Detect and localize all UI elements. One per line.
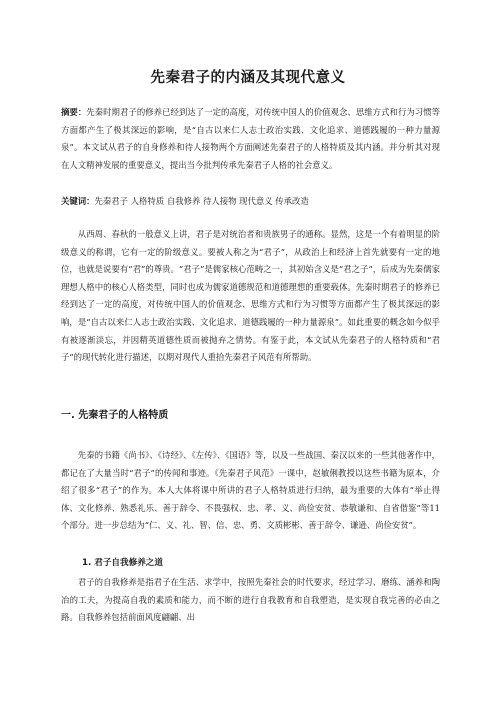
body-paragraph: 先秦的书籍《尚书》、《诗经》、《左传》、《国语》等，以及一些战国、秦汉以来的一些其他著作中，都记在了大量当时“君子”的传闻和事迹。《先秦君子风范》一课中，赵敏俐教授以这些书籍为原本，介绍了很多“君子”的作为。本人大体将课中所讲的君子人格特质进行归纳，最为重要的大体有“举止得体、文化修养、熟悉礼乐、善于辞令、不畏强权、忠、孝、义、尚俭安贫、恭敬谦和、自省借鉴”等11个部分。进一步总结为“仁、义、礼、智、信、忠、勇、文质彬彬、善于辞令、谦逊、尚俭安贫”。 [61, 450, 440, 531]
keywords [61, 193, 440, 211]
document-title: 先秦君子的内涵及其现代意义 [150, 70, 346, 86]
abstract [61, 104, 440, 174]
body-paragraph: 君子的自我修养是指君子在生活、求学中，按照先秦社会的时代要求，经过学习、磨练、涵养和陶冶的工夫，为提高自我的素质和能力，而不断的进行自我教育和自我塑造，是实现自我完善的必由之路。自我修养包括前面风度翩翩、出 [61, 577, 440, 623]
section-heading: 一. 先秦君子的人格特质 [61, 410, 169, 421]
keywords-text: 先秦君子 人格特质 自我修养 待人接物 现代意义 传承改造 [94, 196, 309, 206]
subsection-heading: 1. 君子自我修养之道 [82, 558, 163, 568]
abstract-label: 摘要： [61, 107, 87, 117]
abstract-text: 先秦时期君子的修养已经到达了一定的高度，对传统中国人的价值观念、思维方式和行为习惯等方面都产生了极其深远的影响，是“自古以来仁人志士政治实践、文化追求、道德践履的一种力量源泉”。本文试从君子的自身修养和待人接物两个方面阐述先秦君子的人格特质及其内涵。并分析其对现在人文精神发展的重要意义，提出当今批判传承先秦君子人格的社会意义。 [61, 107, 441, 170]
keywords-label: 关键词： [61, 196, 95, 206]
body-paragraph: 从西周、春秋的一般意义上讲，君子是对统治者和贵族男子的通称。显然，这是一个有着明显的阶级意义的称谓，它有一定的阶级意义。要被人称之为“君子”，从政治上和经济上首先就要有一定的地位，也就是说要有“君”的尊贵。“君子”是儒家核心范畴之一，其初始含义是“君之子”，后成为先秦儒家理想人格中的核心人格类型，同时也成为儒家道德规范和道德理想的重要载体。先秦时期君子的修养已经到达了一定的高度，对传统中国人的价值观念、思维方式和行为习惯等方面都产生了极其深远的影响，是“自古以来仁人志士政治实践、文化追求、道德践履的一种力量源泉”。如此重要的概念如今似乎有被逐渐淡忘，并因精英道德性质而被抛弃之情势。有鉴于此，本文试从先秦君子的人格特质和“君子”的现代转化进行描述，以期对现代人重拾先秦君子风范有所帮助。 [61, 229, 440, 363]
